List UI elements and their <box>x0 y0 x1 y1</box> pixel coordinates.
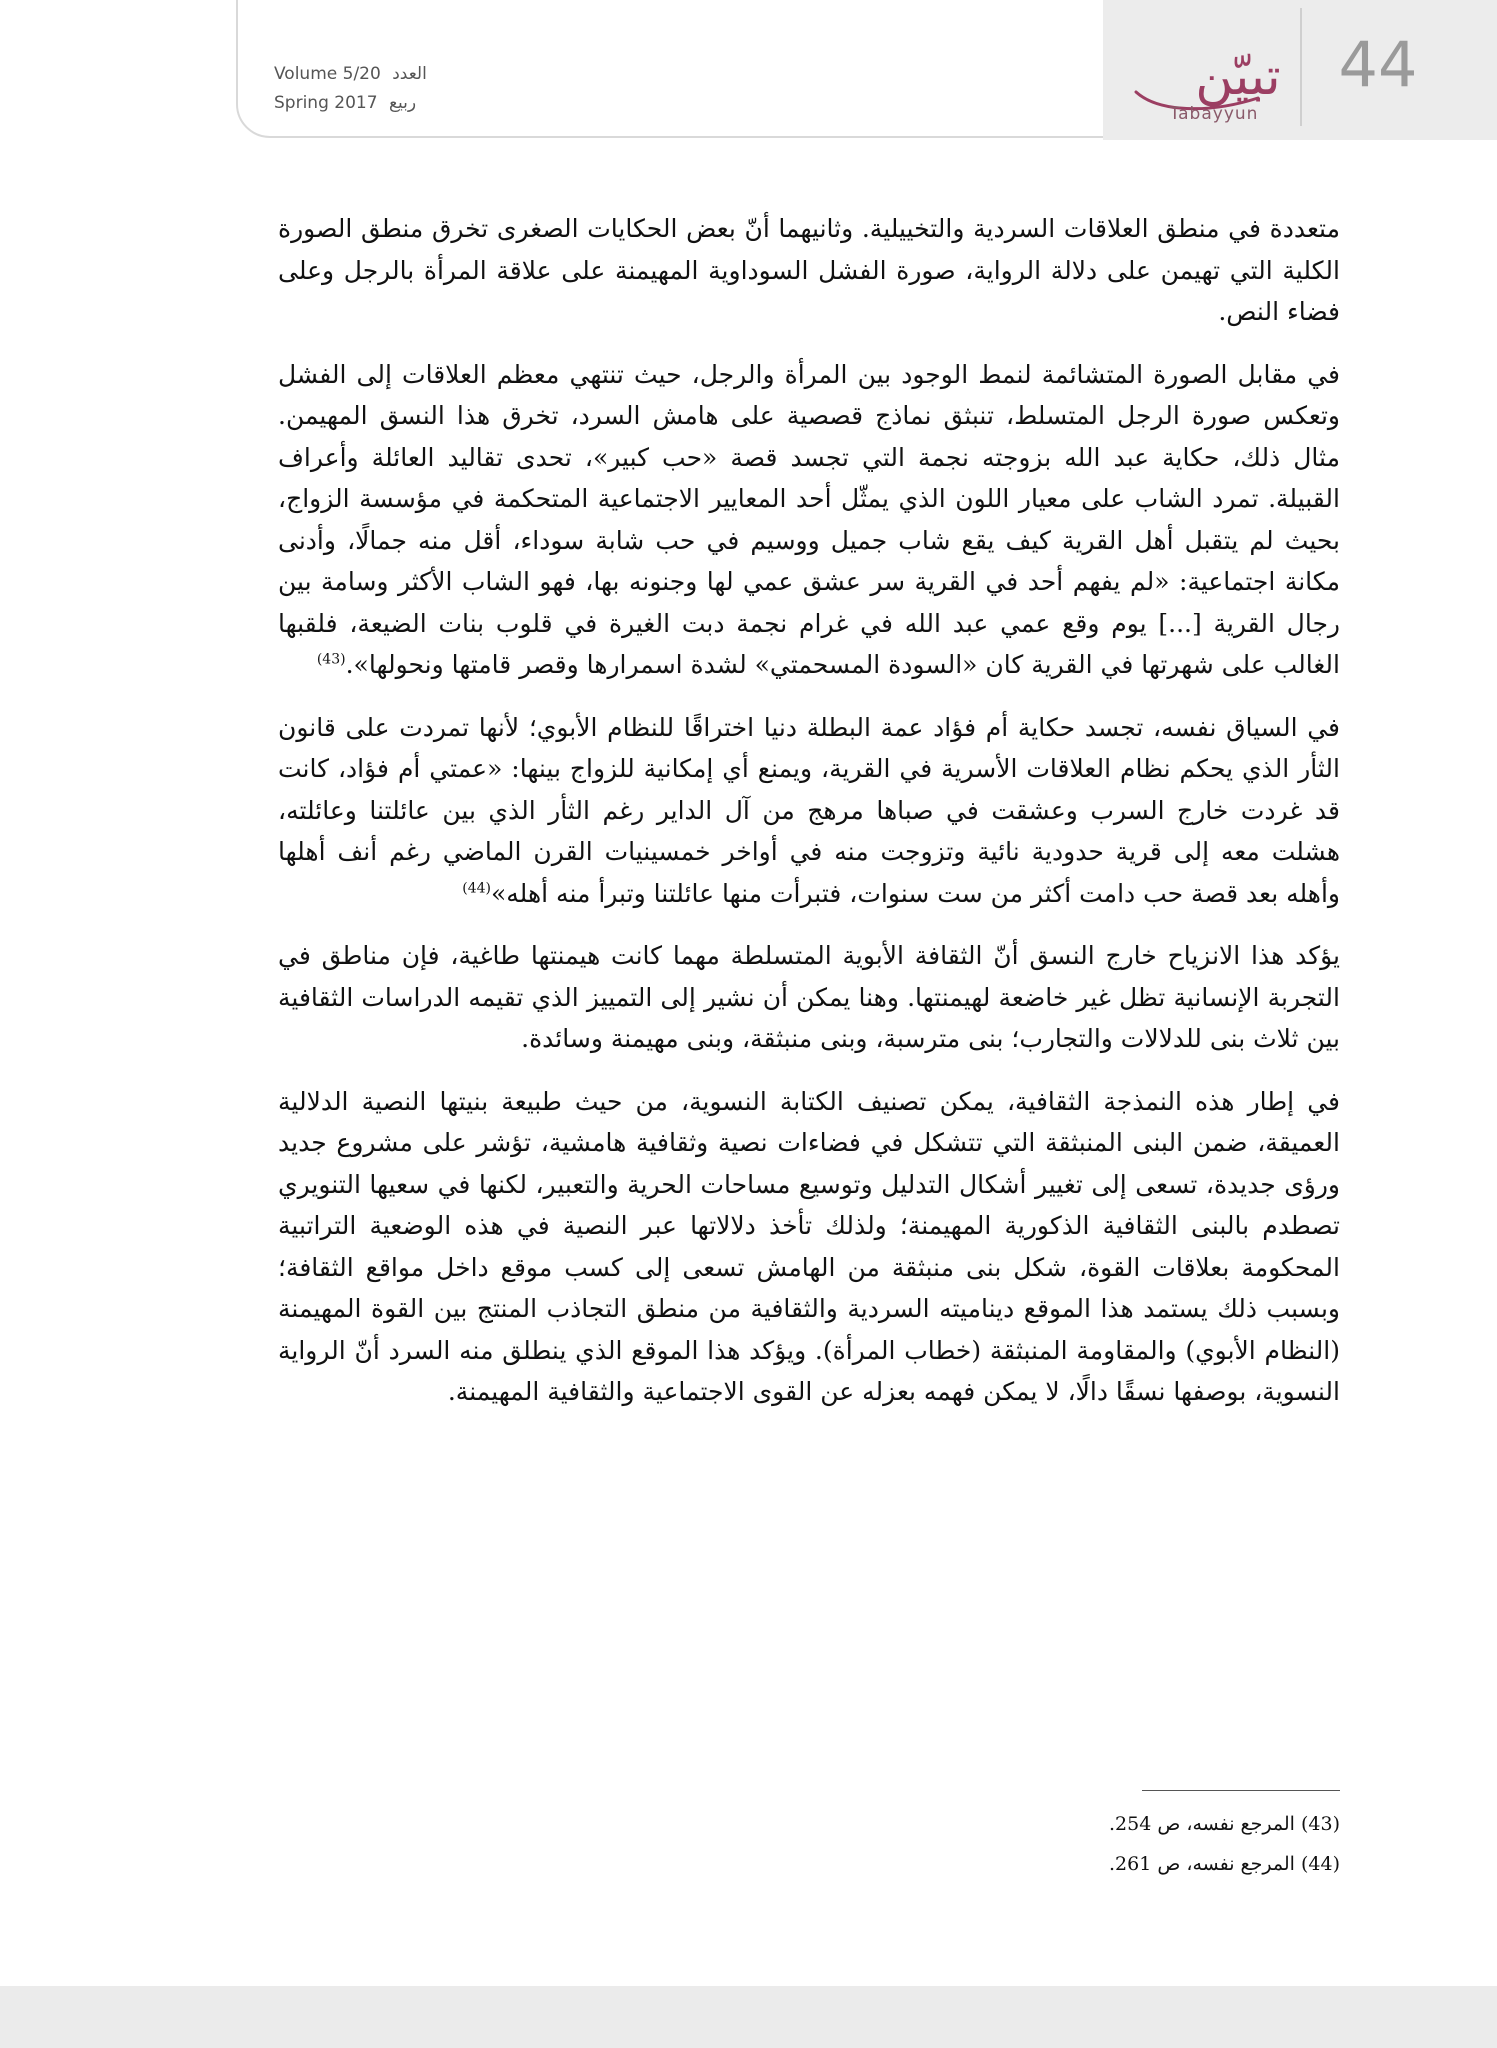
issue-season-line <box>274 89 433 118</box>
paragraph <box>278 354 1340 686</box>
footer-band <box>0 1986 1497 2048</box>
logo-latin-text: Tabayyun <box>1169 104 1259 124</box>
paragraph-text: متعددة في منطق العلاقات السردية والتخييلية. وثانيهما أنّ بعض الحكايات الصغرى تخرق منطق الصورة الكلية التي تهيمن على دلالة الرواية، صورة الفشل السوداوية المهيمنة على علاقة المرأة بالرجل وعلى فضاء النص. <box>278 214 1340 326</box>
paragraph <box>278 935 1340 1060</box>
footnote-item: (43) المرجع نفسه، ص 254. <box>1108 1813 1340 1835</box>
footnote-item: (44) المرجع نفسه، ص 261. <box>1108 1853 1340 1875</box>
season-label: Spring 2017 <box>274 93 378 113</box>
header-divider <box>1300 8 1302 126</box>
volume-label-ar: العدد <box>392 64 427 84</box>
paragraph-text: في إطار هذه النمذجة الثقافية، يمكن تصنيف الكتابة النسوية، من حيث طبيعة بنيتها النصية الدلالية العميقة، ضمن البنى المنبثقة التي تتشكل في فضاءات نصية وثقافية هامشية، تؤشر على مشروع جديد ورؤى جديدة، تسعى إلى تغيير أشكال التدليل وتوسيع مساحات الحرية والتعبير، لكنها في سعيها التنويري تصطدم بالبنى الثقافية الذكورية المهيمنة؛ ولذلك تأخذ دلالاتها عبر النصية في هذه الوضعية التراتبية المحكومة بعلاقات القوة، شكل بنى منبثقة من الهامش تسعى إلى كسب موقع داخل مواقع الثقافة؛ وبسبب ذلك يستمد هذا الموقع ديناميته السردية والثقافية من منطق التجاذب المنتج بين القوة المهيمنة (النظام الأبوي) والمقاومة المنبثقة (خطاب المرأة). ويؤكد هذا الموقع الذي ينطلق منه السرد أنّ الرواية النسوية، بوصفها نسقًا دالًا، لا يمكن فهمه بعزله عن القوى الاجتماعية والثقافية المهيمنة. <box>278 1086 1340 1406</box>
paragraph <box>278 1081 1340 1413</box>
footnotes <box>278 1804 1340 1884</box>
footnote-marker: (43) <box>316 651 346 668</box>
article-body <box>278 208 1340 1434</box>
footnote-divider <box>1142 1790 1340 1791</box>
footnote-marker: (44) <box>462 880 491 897</box>
paragraph-text: في مقابل الصورة المتشائمة لنمط الوجود بين المرأة والرجل، حيث تنتهي معظم العلاقات إلى الفشل وتعكس صورة الرجل المتسلط، تنبثق نماذج قصصية على هامش السرد، تخرق هذا النسق المهيمن. مثال ذلك، حكاية عبد الله بزوجته نجمة التي تجسد قصة «حب كبير»، تحدى تقاليد العائلة وأعراف القبيلة. تمرد الشاب على معيار اللون الذي يمثّل أحد المعايير الاجتماعية المتحكمة في مؤسسة الزواج، بحيث لم يتقبل أهل القرية كيف يقع شاب جميل ووسيم في حب شابة سوداء، أقل منه جمالًا، وأدنى مكانة اجتماعية: «لم يفهم أحد في القرية سر عشق عمي لها وجنونه بها، فهو الشاب الأكثر وسامة بين رجال القرية [...] يوم وقع عمي عبد الله في غرام نجمة دبت الغيرة في قلوب بنات الضيعة، فلقبها الغالب على شهرتها في القرية كان «السودة المسحمتي» لشدة اسمرارها وقصر قامتها ونحولها». <box>278 359 1340 679</box>
logo-arabic-text: تبيّن <box>1195 47 1281 107</box>
volume-label: Volume 5/20 <box>274 64 381 84</box>
paragraph <box>278 208 1340 333</box>
issue-volume-line <box>274 60 433 89</box>
paragraph-text: في السياق نفسه، تجسد حكاية أم فؤاد عمة البطلة دنيا اختراقًا للنظام الأبوي؛ لأنها تمردت على قانون الثأر الذي يحكم نظام العلاقات الأسرية في القرية، ويمنع أي إمكانية للزواج بينها: «عمتي أم فؤاد، كانت قد غردت خارج السرب وعشقت في صباها مرهج من آل الداير رغم الثأر الذي بين عائلتنا وعائلته، هشلت معه إلى قرية حدودية نائية وتزوجت منه في أواخر خمسينيات القرن الماضي رغم أنف أهلها وأهله بعد قصة حب دامت أكثر من ست سنوات، فتبرأت منها عائلتنا وتبرأ منه أهله» <box>278 712 1340 908</box>
page-number: 44 <box>1338 28 1418 101</box>
paragraph <box>278 707 1340 915</box>
paragraph-text: يؤكد هذا الانزياح خارج النسق أنّ الثقافة الأبوية المتسلطة مهما كانت هيمنتها طاغية، فإن مناطق في التجربة الإنسانية تظل غير خاضعة لهيمنتها. وهنا يمكن أن نشير إلى التمييز الذي تقيمه الدراسات الثقافية بين ثلاث بنى للدلالات والتجارب؛ بنى مترسبة، وبنى منبثقة، وبنى مهيمنة وسائدة. <box>278 941 1340 1053</box>
issue-info <box>274 60 433 118</box>
season-label-ar: ربيع <box>388 93 417 113</box>
